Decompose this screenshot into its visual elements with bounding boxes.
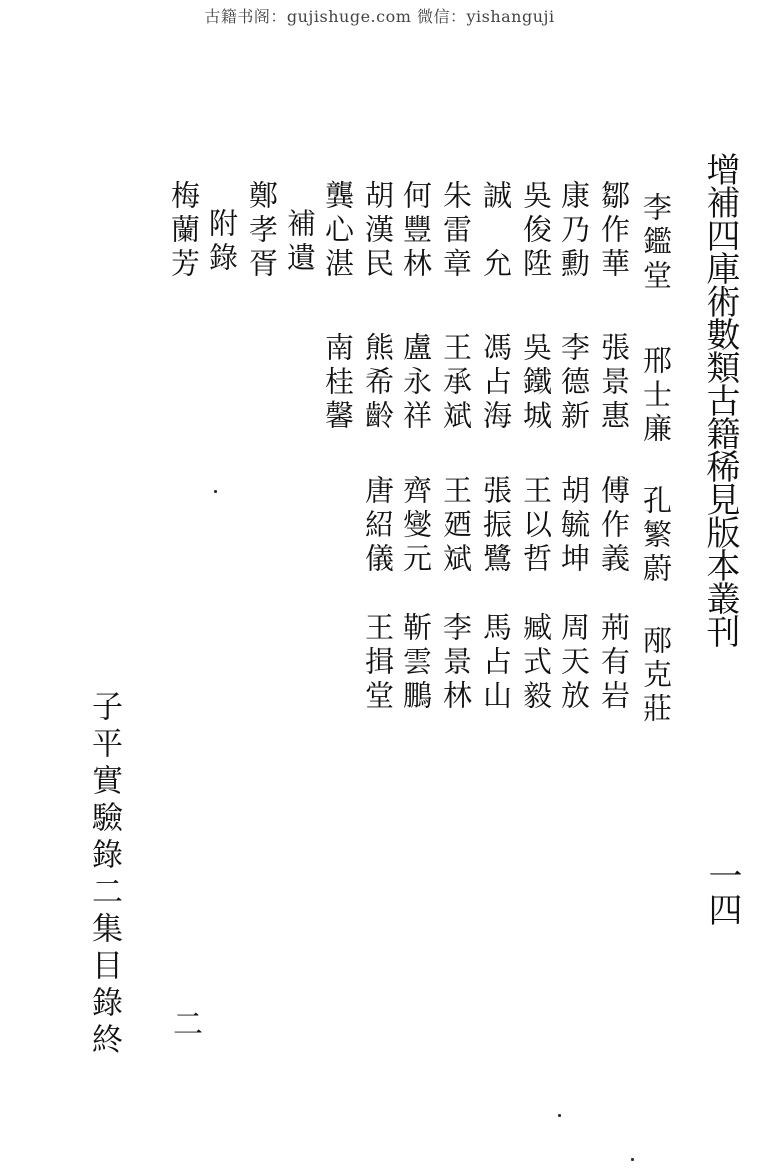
appendix-heading: 附錄 (205, 208, 239, 276)
ink-speck (631, 1158, 634, 1161)
name-entry: 孔繁蔚 (639, 485, 673, 587)
name-entry: 何豐林 (399, 180, 433, 282)
name-entry: 王承斌 (439, 332, 473, 434)
ink-speck (214, 490, 217, 493)
name-entry: 南桂馨 (321, 332, 355, 434)
name-entry: 齊燮元 (399, 475, 433, 577)
ink-speck (558, 1114, 561, 1117)
name-entry: 邢士廉 (639, 345, 673, 447)
name-entry: 胡毓坤 (557, 475, 591, 577)
name-entry: 邴克莊 (639, 625, 673, 727)
name-entry: 龔心湛 (321, 180, 355, 282)
name-entry: 熊希齡 (361, 332, 395, 434)
name-entry: 鄭孝胥 (245, 180, 279, 282)
name-entry: 張景惠 (597, 332, 631, 434)
name-entry: 王以哲 (519, 475, 553, 577)
name-entry: 誠 允 (479, 180, 513, 282)
series-title: 增補四庫術數類古籍稀見版本叢刊 (700, 152, 740, 647)
name-entry: 吳俊陞 (519, 180, 553, 282)
watermark: 古籍书阁：gujishuge.com 微信：yishanguji (204, 7, 555, 26)
name-entry: 荊有岩 (597, 612, 631, 714)
name-entry: 盧永祥 (399, 332, 433, 434)
name-entry: 吳鐵城 (519, 332, 553, 434)
table-of-contents-end-title: 子平實驗錄二集目錄終 (86, 690, 122, 1060)
name-entry: 王廼斌 (439, 475, 473, 577)
page-number: 一四 (702, 858, 742, 926)
name-entry: 張振鷺 (479, 475, 513, 577)
name-entry: 李景林 (439, 612, 473, 714)
name-entry: 胡漢民 (361, 180, 395, 282)
folio-mark: 二 (167, 1008, 202, 1038)
name-entry: 王揖堂 (361, 612, 395, 714)
name-entry: 梅蘭芳 (167, 180, 201, 282)
name-entry: 康乃勳 (557, 180, 591, 282)
name-entry: 朱雷章 (439, 180, 473, 282)
name-entry: 李鑑堂 (639, 192, 673, 294)
name-entry: 馬占山 (479, 612, 513, 714)
name-entry: 鄒作華 (597, 180, 631, 282)
name-entry: 馮占海 (479, 332, 513, 434)
name-entry: 李德新 (557, 332, 591, 434)
name-entry: 靳雲鵬 (399, 612, 433, 714)
name-entry: 臧式毅 (519, 612, 553, 714)
name-entry: 周天放 (557, 612, 591, 714)
name-entry: 傅作義 (597, 475, 631, 577)
name-entry: 唐紹儀 (361, 475, 395, 577)
supplement-heading: 補遺 (283, 208, 317, 276)
